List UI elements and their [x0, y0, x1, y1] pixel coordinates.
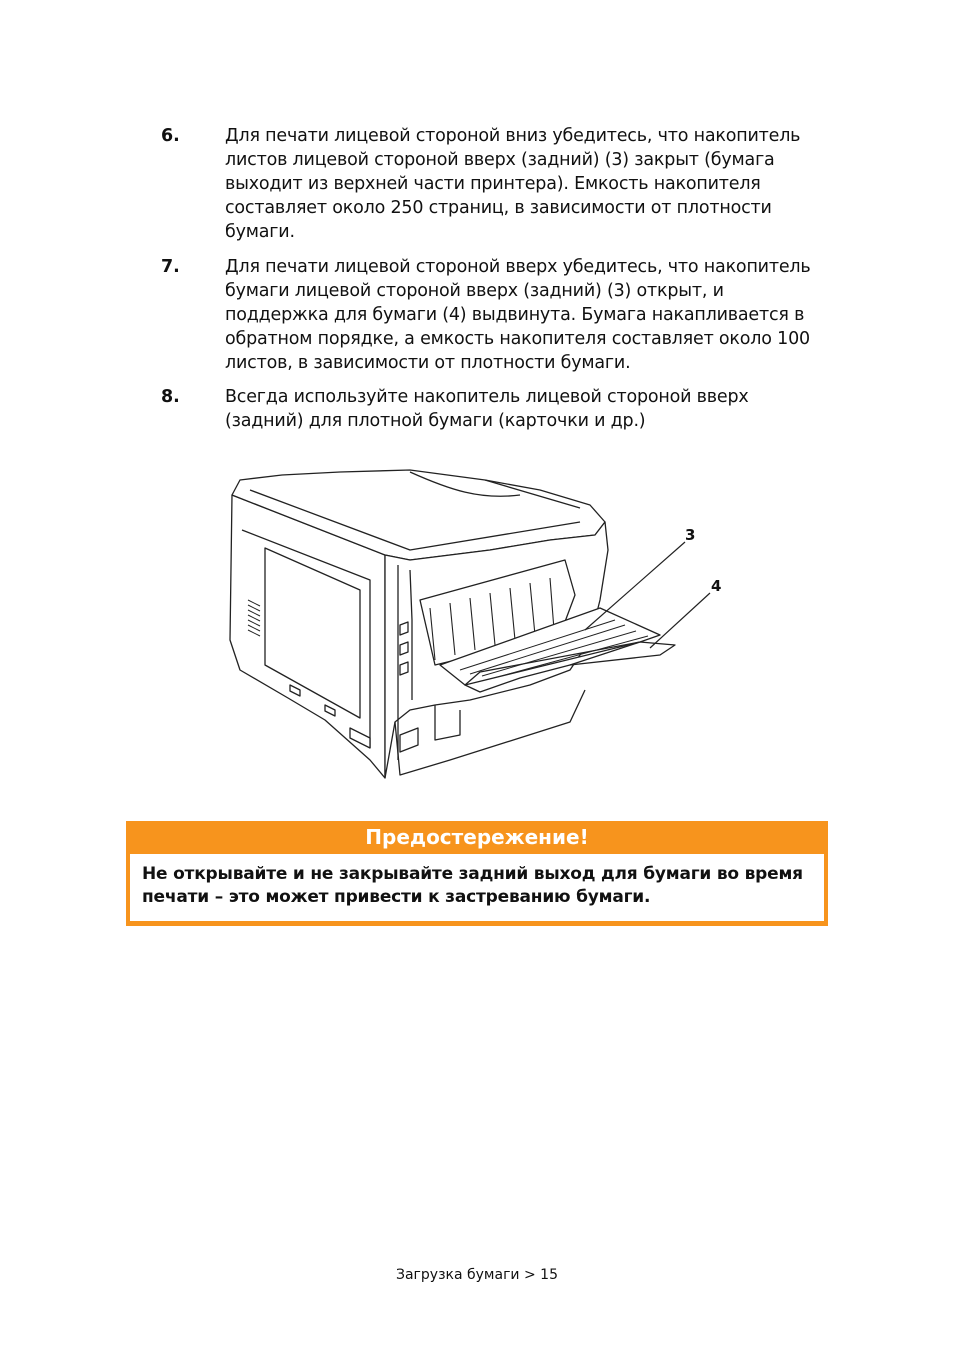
- text-line: поддержка для бумаги (4) выдвинута. Бумага накапливается в: [225, 305, 805, 325]
- step-number: 6.: [161, 126, 180, 146]
- page-footer: Загрузка бумаги > 15: [396, 1267, 558, 1283]
- text-line: Всегда используйте накопитель лицевой стороной вверх: [225, 387, 749, 407]
- warning-box: [126, 821, 828, 926]
- text-line: выходит из верхней части принтера). Емкость накопителя: [225, 174, 761, 194]
- text-line: (задний) для плотной бумаги (карточки и др.): [225, 411, 646, 431]
- printer-illustration: [220, 460, 740, 790]
- text-line: бумаги лицевой стороной вверх (задний) (3) открыт, и: [225, 281, 724, 301]
- step-number: 7.: [161, 257, 180, 277]
- warning-line: Не открывайте и не закрывайте задний выход для бумаги во время: [142, 864, 803, 884]
- callout-4: 4: [711, 577, 722, 595]
- warning-line: печати – это может привести к застреванию бумаги.: [142, 887, 651, 907]
- text-line: обратном порядке, а емкость накопителя составляет около 100: [225, 329, 810, 349]
- text-line: бумаги.: [225, 222, 295, 242]
- callout-3: 3: [685, 526, 696, 544]
- warning-title: Предостережение!: [365, 825, 589, 849]
- step-text: [225, 255, 830, 375]
- step-number: 8.: [161, 387, 180, 407]
- text-line: Для печати лицевой стороной вверх убедитесь, что накопитель: [225, 257, 811, 277]
- step-text: [225, 124, 830, 244]
- text-line: Для печати лицевой стороной вниз убедитесь, что накопитель: [225, 126, 801, 146]
- text-line: листов, в зависимости от плотности бумаги.: [225, 353, 631, 373]
- printer-drawing: [220, 460, 740, 790]
- text-line: составляет около 250 страниц, в зависимости от плотности: [225, 198, 772, 218]
- step-text: [225, 385, 830, 433]
- text-line: листов лицевой стороной вверх (задний) (3) закрыт (бумага: [225, 150, 775, 170]
- warning-body: [130, 854, 824, 921]
